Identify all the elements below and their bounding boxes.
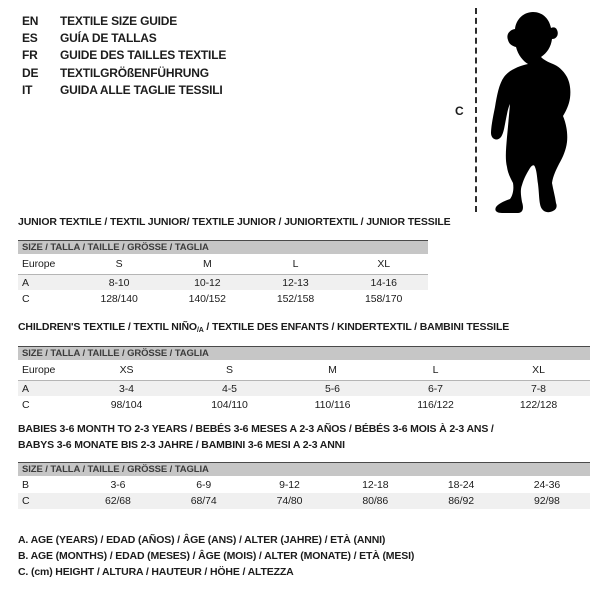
language-title-list bbox=[22, 12, 226, 99]
value-cell: 62/68 bbox=[105, 495, 131, 507]
language-code: FR bbox=[22, 48, 38, 63]
junior-size-table bbox=[18, 240, 428, 307]
value-cell: 86/92 bbox=[448, 495, 474, 507]
language-code: ES bbox=[22, 31, 38, 46]
value-cell: 6-7 bbox=[428, 382, 443, 395]
table-row bbox=[18, 396, 590, 413]
row-label: C bbox=[22, 495, 30, 507]
value-cell: 98/104 bbox=[110, 398, 143, 411]
children-heading-prefix: CHILDREN'S TEXTILE / TEXTIL NIÑO bbox=[18, 321, 197, 333]
value-cell: 3-6 bbox=[110, 478, 126, 491]
note-height-cm: C. (cm) HEIGHT / ALTURA / HAUTEUR / HÖHE / ALTEZZA bbox=[18, 565, 294, 578]
value-cell: 128/140 bbox=[100, 292, 138, 305]
value-cell: 18-24 bbox=[447, 478, 475, 491]
value-cell: 68/74 bbox=[190, 495, 217, 507]
language-title: GUIDA ALLE TAGLIE TESSILI bbox=[60, 83, 223, 98]
size-cell: S bbox=[226, 364, 233, 376]
row-label: A bbox=[22, 276, 29, 289]
junior-section-heading: JUNIOR TEXTILE / TEXTIL JUNIOR/ TEXTILE JUNIOR / JUNIORTEXTIL / JUNIOR TESSILE bbox=[18, 216, 451, 228]
value-cell: 92/98 bbox=[533, 495, 560, 507]
row-label: B bbox=[22, 478, 29, 491]
language-row bbox=[22, 47, 226, 64]
value-cell: 110/116 bbox=[314, 398, 351, 411]
table-row bbox=[18, 254, 428, 275]
children-size-table bbox=[18, 346, 590, 413]
babies-section-heading bbox=[18, 422, 494, 453]
size-cell: XS bbox=[119, 364, 134, 376]
value-cell: 140/152 bbox=[188, 292, 226, 305]
row-label: A bbox=[22, 382, 29, 395]
children-heading-suffix: / TEXTILE DES ENFANTS / KINDERTEXTIL / BAMBINI TESSILE bbox=[203, 321, 510, 333]
table-row bbox=[18, 290, 428, 307]
height-measure-label: C bbox=[455, 104, 464, 118]
table-row bbox=[18, 360, 590, 381]
value-cell: 12-18 bbox=[362, 478, 389, 491]
value-cell: 12-13 bbox=[282, 276, 309, 289]
babies-heading-line2: BABYS 3-6 MONATE BIS 2-3 JAHRE / BAMBINI 3-6 MESI A 2-3 ANNI bbox=[18, 438, 345, 451]
size-cell: XL bbox=[532, 364, 545, 376]
table-row bbox=[18, 275, 428, 290]
value-cell: 3-4 bbox=[119, 382, 134, 395]
value-cell: 158/170 bbox=[365, 292, 403, 305]
value-cell: 7-8 bbox=[531, 382, 546, 395]
table-row bbox=[18, 493, 590, 509]
value-cell: 6-9 bbox=[196, 478, 212, 491]
row-label: C bbox=[22, 292, 30, 305]
measurement-notes bbox=[18, 534, 414, 581]
language-row bbox=[22, 82, 226, 99]
size-cell: L bbox=[292, 258, 299, 270]
value-cell: 4-5 bbox=[222, 382, 237, 395]
babies-size-table bbox=[18, 462, 590, 509]
row-label: Europe bbox=[22, 258, 56, 270]
language-title: GUÍA DE TALLAS bbox=[60, 31, 157, 46]
value-cell: 152/158 bbox=[276, 292, 315, 305]
language-title: GUIDE DES TAILLES TEXTILE bbox=[60, 48, 227, 63]
language-title: TEXTILE SIZE GUIDE bbox=[60, 13, 178, 28]
row-label: Europe bbox=[22, 364, 56, 376]
size-header-bar: SIZE / TALLA / TAILLE / GRÖSSE / TAGLIA bbox=[18, 240, 428, 254]
language-code: DE bbox=[22, 65, 39, 80]
value-cell: 74/80 bbox=[276, 495, 303, 507]
row-label: C bbox=[22, 398, 30, 411]
value-cell: 5-6 bbox=[325, 382, 340, 395]
value-cell: 10-12 bbox=[194, 276, 221, 289]
language-row bbox=[22, 64, 226, 81]
children-section-heading bbox=[18, 321, 509, 334]
value-cell: 104/110 bbox=[211, 398, 248, 411]
size-cell: L bbox=[432, 364, 439, 376]
language-row bbox=[22, 29, 226, 46]
value-cell: 24-36 bbox=[533, 478, 561, 491]
note-age-months: B. AGE (MONTHS) / EDAD (MESES) / ÂGE (MOIS) / ALTER (MONATE) / ETÀ (MESI) bbox=[18, 549, 415, 562]
size-header-bar: SIZE / TALLA / TAILLE / GRÖSSE / TAGLIA bbox=[18, 462, 590, 476]
language-code: IT bbox=[22, 83, 33, 98]
language-row bbox=[22, 12, 226, 29]
size-header-bar: SIZE / TALLA / TAILLE / GRÖSSE / TAGLIA bbox=[18, 346, 590, 360]
note-age-years: A. AGE (YEARS) / EDAD (AÑOS) / ÂGE (ANS) / ALTER (JAHRE) / ETÀ (ANNI) bbox=[18, 534, 386, 546]
children-heading-subscript: /A bbox=[196, 327, 204, 334]
baby-silhouette-icon bbox=[489, 9, 577, 213]
value-cell: 116/122 bbox=[417, 398, 454, 411]
language-code: EN bbox=[22, 13, 39, 28]
size-cell: M bbox=[202, 258, 212, 270]
value-cell: 9-12 bbox=[279, 478, 300, 491]
language-title: TEXTILGRÖßENFÜHRUNG bbox=[60, 65, 209, 80]
table-row bbox=[18, 476, 590, 493]
table-row bbox=[18, 381, 590, 396]
value-cell: 14-16 bbox=[370, 276, 397, 289]
value-cell: 122/128 bbox=[519, 398, 558, 411]
size-cell: S bbox=[115, 258, 123, 270]
value-cell: 80/86 bbox=[362, 495, 389, 507]
value-cell: 8-10 bbox=[108, 276, 130, 289]
babies-heading-line1: BABIES 3-6 MONTH TO 2-3 YEARS / BEBÉS 3-6 MESES A 2-3 AÑOS / BÉBÉS 3-6 MOIS À 2-3 ANS / bbox=[18, 423, 494, 435]
size-cell: XL bbox=[377, 258, 390, 270]
size-cell: M bbox=[328, 364, 337, 376]
height-dashed-line bbox=[475, 8, 477, 212]
